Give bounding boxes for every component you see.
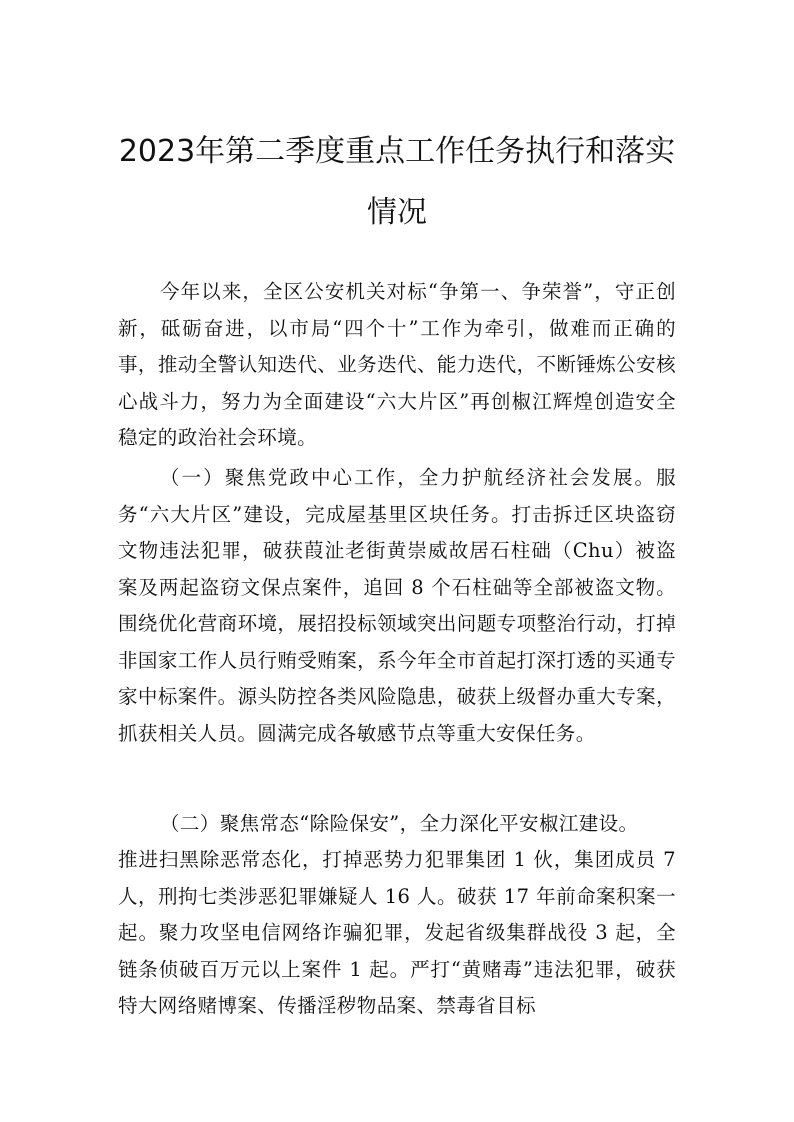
paragraph-intro: 今年以来，全区公安机关对标“争第一、争荣誉”，守正创新，砥砺奋进，以市局“四个十”工作为牵引，做难而正确的事，推动全警认知迭代、业务迭代、能力迭代，不断锤炼公安核心战斗力，努力为全面建设“六大片区”再创椒江辉煌创造安全稳定的政治社会环境。: [118, 280, 676, 449]
paragraph-section-1: （一）聚焦党政中心工作，全力护航经济社会发展。服务“六大片区”建设，完成屋基里区块任务。打击拆迁区块盗窃文物违法犯罪，破获葭沚老街黄崇威故居石柱础（Chu）被盗案及两起盗窃文保点案件，追回 8 个石柱础等全部被盗文物。围绕优化营商环境，展招投标领域突出问题专项整治行动，打掉非国家工作人员行贿受贿案，系今年全市首起打深打透的买通专家中标案件。源头防控各类风险隐患，破获上级督办重大专案，抓获相关人员。圆满完成各敏感节点等重大安保任务。: [118, 466, 676, 745]
paragraph-section-2-body: 推进扫黑除恶常态化，打掉恶势力犯罪集团 1 伙，集团成员 7 人，刑拘七类涉恶犯罪嫌疑人 16 人。破获 17 年前命案积案一起。聚力攻坚电信网络诈骗犯罪，发起省级集群战役 3 起，全链条侦破百万元以上案件 1 起。严打“黄赌毒”违法犯罪，破获特大网络赌博案、传播淫秽物品案、禁毒省目标: [118, 848, 676, 1017]
document-title-line-2: 情况: [367, 195, 427, 230]
document-title-line-1: 2023年第二季度重点工作任务执行和落实: [118, 134, 676, 169]
paragraph-section-2-heading: （二）聚焦常态“除险保安”，全力深化平安椒江建设。: [160, 812, 639, 835]
